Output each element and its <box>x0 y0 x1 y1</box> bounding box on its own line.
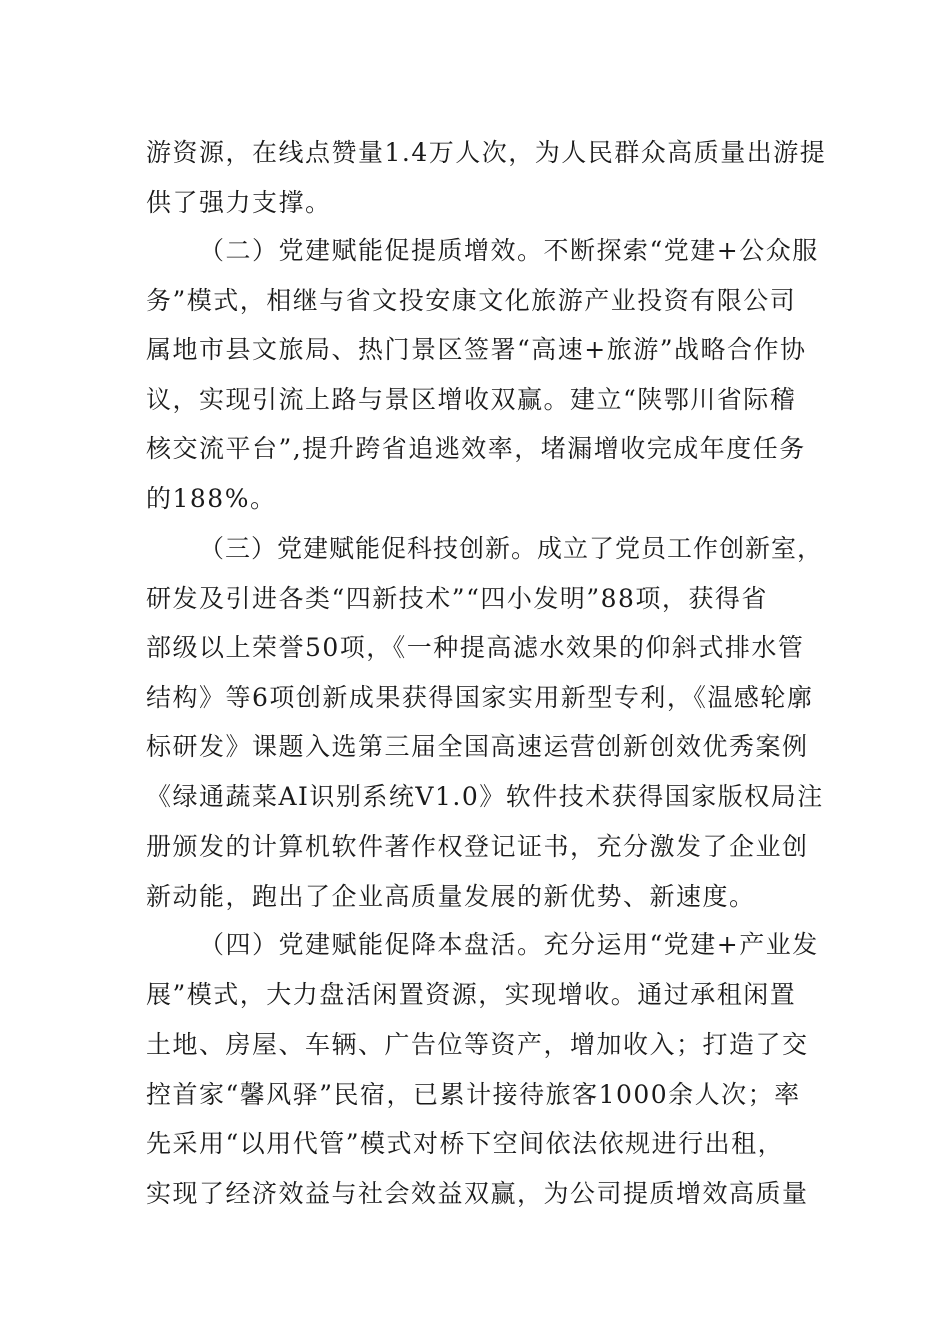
text-line: 研发及引进各类“四新技术”“四小发明”88项，获得省 <box>146 584 768 613</box>
text-line: 核交流平台”,提升跨省追逃效率，堵漏增收完成年度任务 <box>146 434 806 463</box>
text-line: 控首家“馨风驿”民宿，已累计接待旅客1000余人次；率 <box>146 1080 801 1109</box>
text-line: 《绿通蔬菜AI识别系统V1.0》软件技术获得国家版权局注 <box>146 782 824 811</box>
section-heading-line: （四）党建赋能促降本盘活。充分运用“党建+产业发 <box>199 930 819 959</box>
section-heading-line: （二）党建赋能促提质增效。不断探索“党建+公众服 <box>199 236 819 265</box>
text-line: 属地市县文旅局、热门景区签署“高速+旅游”战略合作协 <box>146 335 807 364</box>
text-line: 实现了经济效益与社会效益双赢，为公司提质增效高质量 <box>146 1179 809 1208</box>
text-line: 展”模式，大力盘活闲置资源，实现增收。通过承租闲置 <box>146 980 797 1009</box>
text-line: 议，实现引流上路与景区增收双赢。建立“陕鄂川省际稽 <box>146 385 797 414</box>
text-line: 先采用“以用代管”模式对桥下空间依法依规进行出租， <box>146 1129 785 1158</box>
text-line: 部级以上荣誉50项，《一种提高滤水效果的仰斜式排水管 <box>146 633 805 662</box>
text-line: 游资源，在线点赞量1.4万人次，为人民群众高质量出游提 <box>146 138 827 167</box>
text-line: 新动能，跑出了企业高质量发展的新优势、新速度。 <box>146 882 756 911</box>
text-line: 务”模式，相继与省文投安康文化旅游产业投资有限公司 <box>146 286 797 315</box>
section-heading-line: （三）党建赋能促科技创新。成立了党员工作创新室， <box>199 534 824 563</box>
text-line: 的188%。 <box>146 484 277 513</box>
text-line: 册颁发的计算机软件著作权登记证书，充分激发了企业创 <box>146 832 809 861</box>
text-line: 土地、房屋、车辆、广告位等资产，增加收入；打造了交 <box>146 1030 809 1059</box>
text-line: 标研发》课题入选第三届全国高速运营创新创效优秀案例 <box>146 732 809 761</box>
text-line: 结构》等6项创新成果获得国家实用新型专利，《温感轮廓 <box>146 683 814 712</box>
text-line: 供了强力支撑。 <box>146 188 332 217</box>
